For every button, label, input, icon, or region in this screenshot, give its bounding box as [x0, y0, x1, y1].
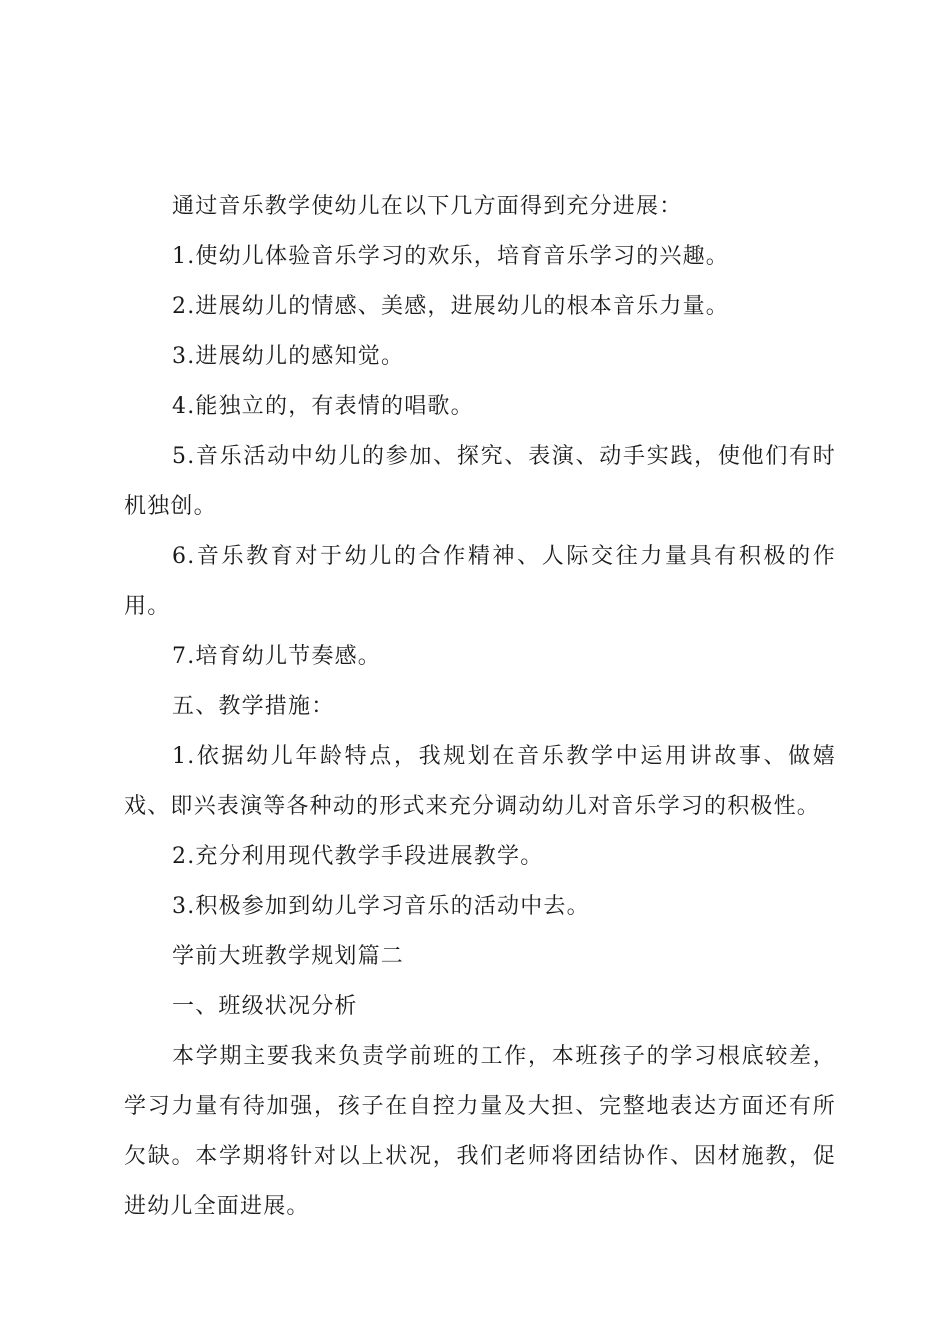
goal-item-5: 5.音乐活动中幼儿的参加、探究、表演、动手实践，使他们有时机独创。 — [124, 444, 836, 519]
measure-item-3: 3.积极参加到幼儿学习音乐的活动中去。 — [172, 894, 590, 919]
goal-item-2: 2.进展幼儿的情感、美感，进展幼儿的根本音乐力量。 — [172, 294, 729, 319]
goal-item-7: 7.培育幼儿节奏感。 — [172, 644, 381, 669]
class-analysis-paragraph: 本学期主要我来负责学前班的工作，本班孩子的学习根底较差，学习力量有待加强，孩子在自控力量及大担、完整地表达方面还有所欠缺。本学期将针对以上状况，我们老师将团结协作、因材施教，促进幼儿全面进展。 — [124, 1044, 836, 1219]
goal-item-4: 4.能独立的，有表情的唱歌。 — [172, 394, 474, 419]
section-heading-measures: 五、教学措施： — [172, 694, 335, 719]
section-heading-class-analysis: 一、班级状况分析 — [172, 994, 358, 1019]
goal-item-6: 6.音乐教育对于幼儿的合作精神、人际交往力量具有积极的作用。 — [124, 544, 836, 619]
intro-paragraph: 通过音乐教学使幼儿在以下几方面得到充分进展： — [172, 194, 683, 219]
measure-item-1: 1.依据幼儿年龄特点，我规划在音乐教学中运用讲故事、做嬉戏、即兴表演等各种动的形式来充分调动幼儿对音乐学习的积极性。 — [124, 744, 836, 819]
goal-item-3: 3.进展幼儿的感知觉。 — [172, 344, 405, 369]
goal-item-1: 1.使幼儿体验音乐学习的欢乐，培育音乐学习的兴趣。 — [172, 244, 729, 269]
document-body — [124, 182, 836, 1232]
measure-item-2: 2.充分利用现代教学手段进展教学。 — [172, 844, 544, 869]
chapter-heading: 学前大班教学规划篇二 — [172, 944, 405, 969]
